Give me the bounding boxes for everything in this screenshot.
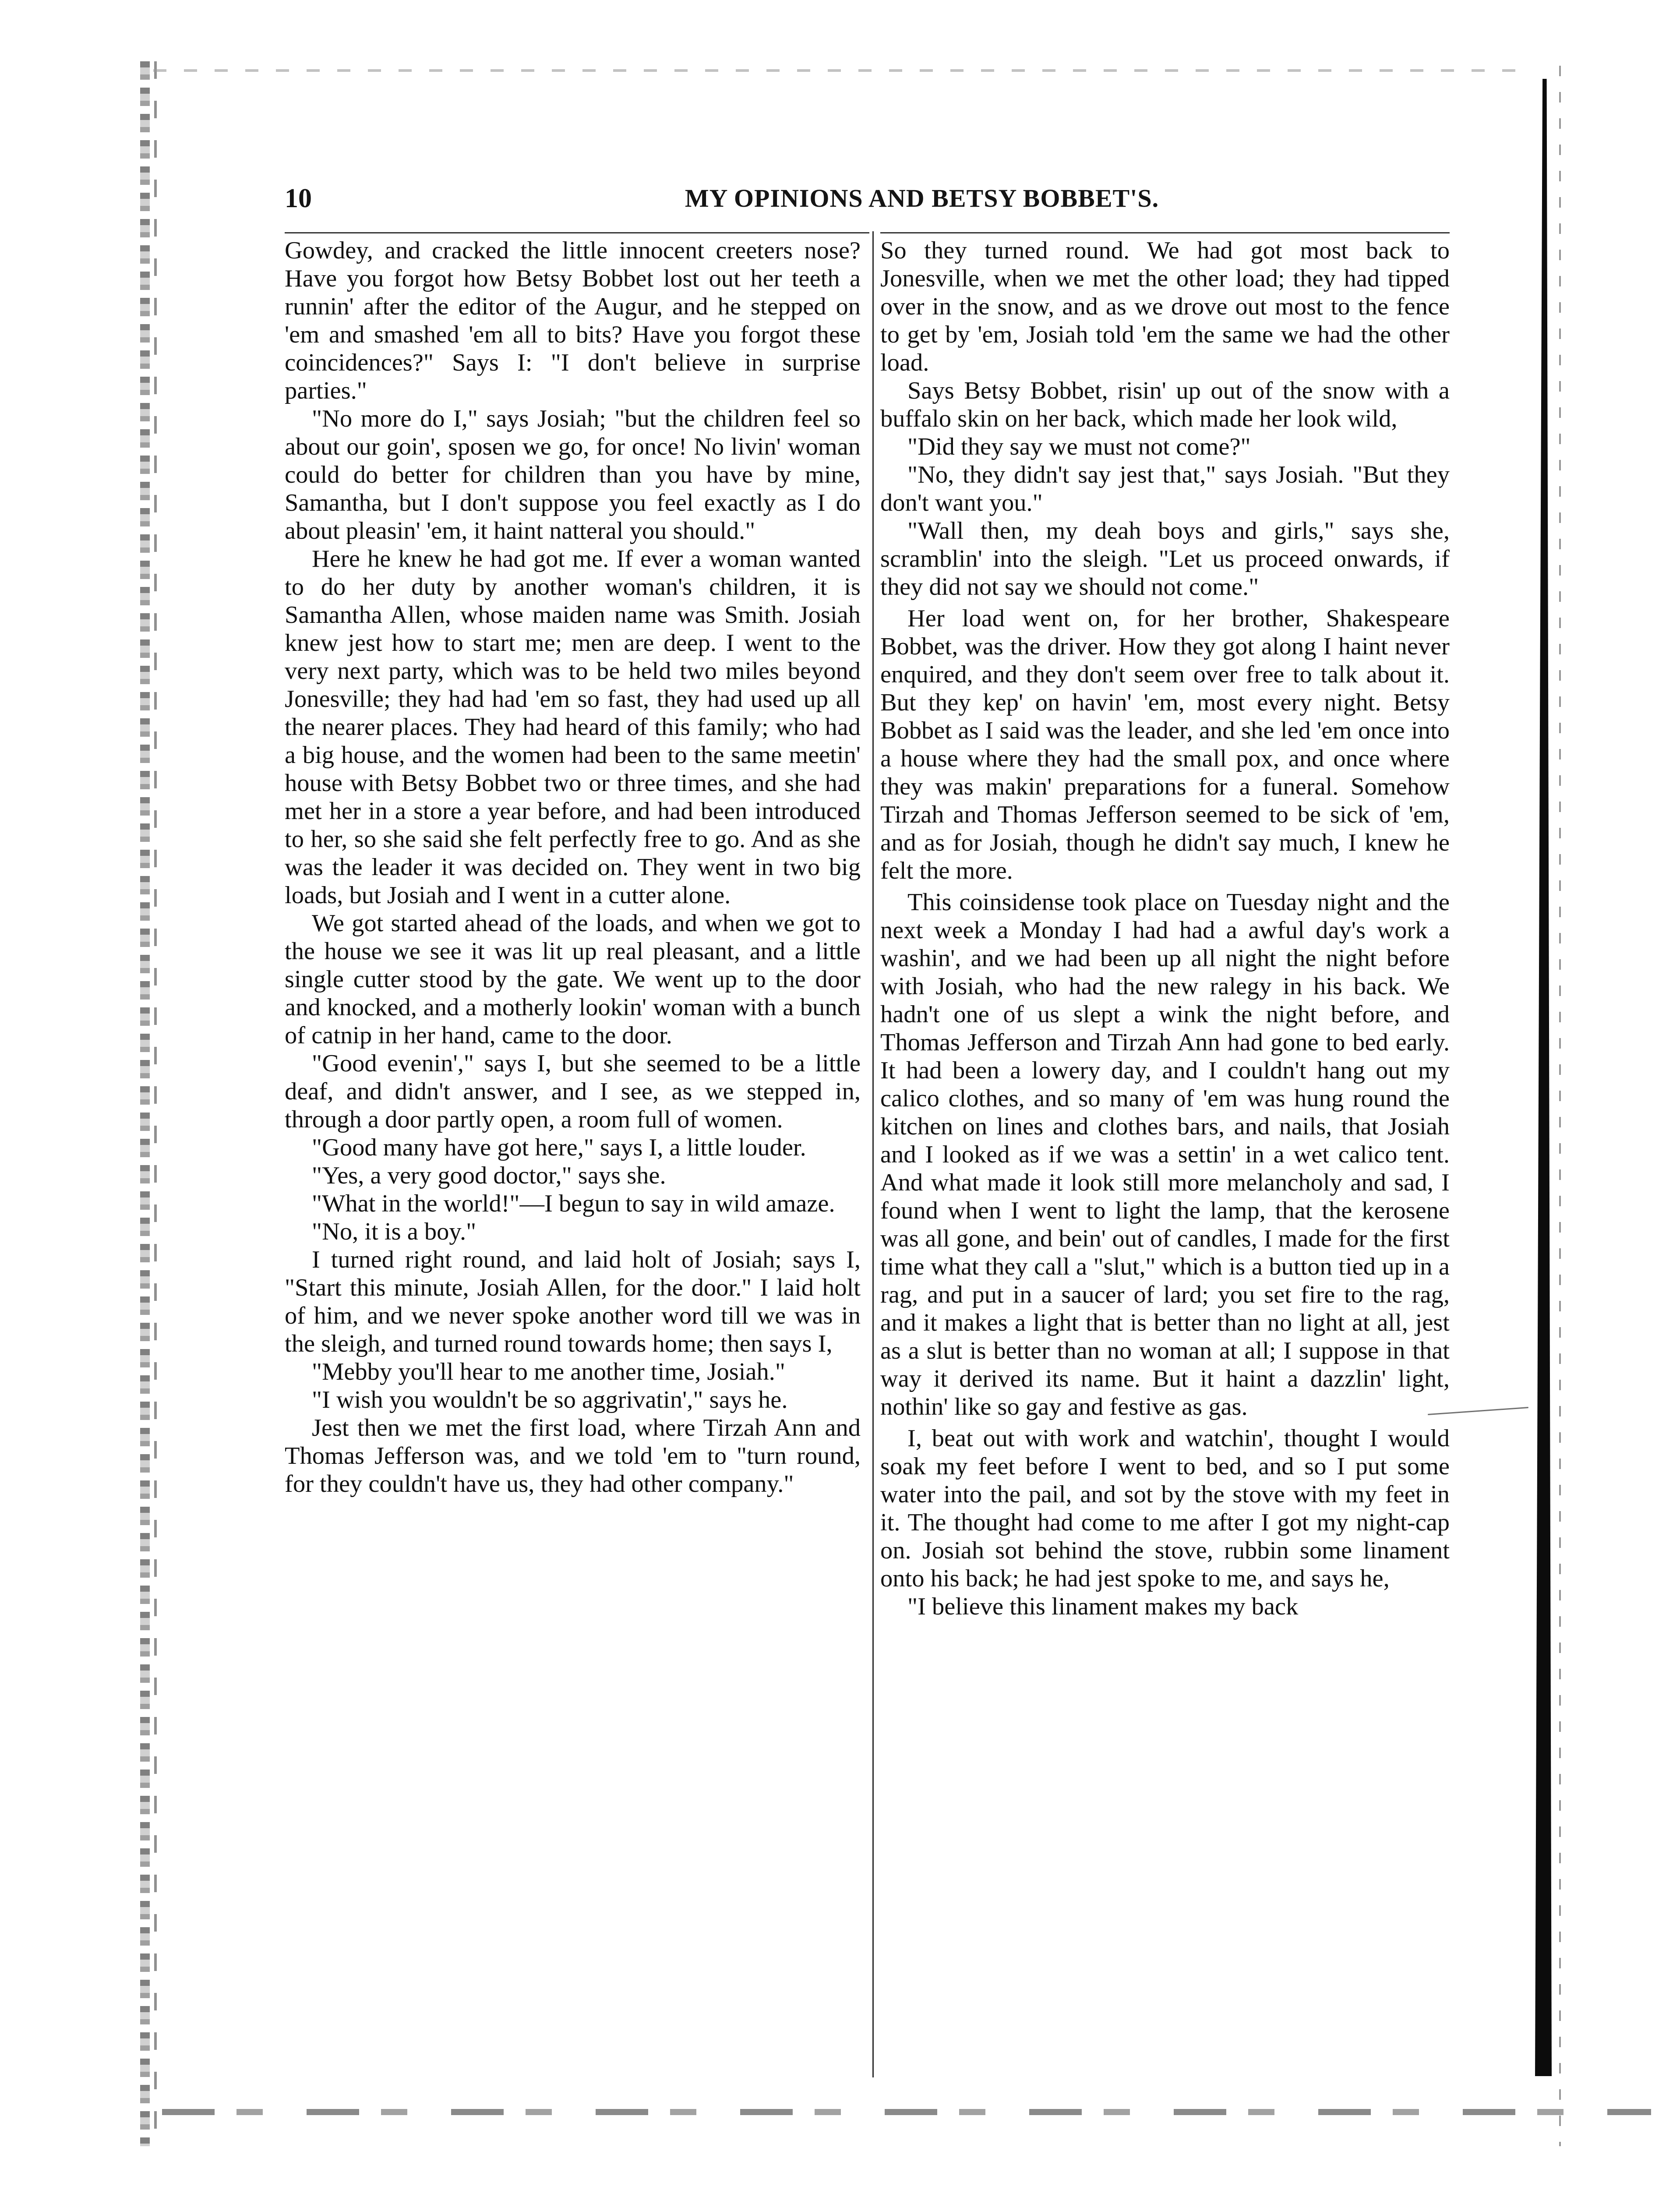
paragraph: Here he knew he had got me. If ever a woman wanted to do her duty by another woman's children, it is Samantha Allen, whose maiden name was Smith. Josiah knew jest how to start me; men are deep. I went to the very next party, which was to be held two miles beyond Jonesville; they had had 'em so fast, they had used up all the nearer places. They had heard of this family; who had a big house, and the women had been to the same meetin' house with Betsy Bobbet two or three times, and she had met her in a store a year before, and had been introduced to her, so she said she felt perfectly free to go. And as she was the leader it was decided on. They went in two big loads, but Josiah and I went in a cutter alone.	[285, 545, 861, 909]
paragraph: "Did they say we must not come?"	[907, 433, 1251, 460]
paragraph: "No, it is a boy."	[312, 1218, 476, 1245]
paragraph: Says Betsy Bobbet, risin' up out of the snow with a buffalo skin on her back, which made her look wild,	[880, 377, 1450, 432]
paragraph: "I wish you wouldn't be so aggrivatin'," says he.	[312, 1386, 788, 1413]
column-divider	[872, 231, 874, 2077]
paragraph: I turned right round, and laid holt of Josiah; says I, "Start this minute, Josiah Allen, for the door." I laid holt of him, and we never spoke another word till we was in the sleigh, and turned round towards home; then says I,	[285, 1246, 861, 1357]
paragraph: "No, they didn't say jest that," says Josiah. "But they don't want you."	[880, 461, 1450, 516]
left-column	[285, 237, 861, 1498]
paragraph: "Good evenin'," says I, but she seemed to be a little deaf, and didn't answer, and I see, as we stepped in, through a door partly open, a room full of women.	[285, 1050, 861, 1133]
scan-binding-shadow-right	[1535, 79, 1552, 2076]
paragraph: "Yes, a very good doctor," says she.	[312, 1162, 666, 1189]
scan-edge-right	[1559, 66, 1561, 2146]
paragraph: "I believe this linament makes my back	[907, 1593, 1299, 1620]
paragraph: Gowdey, and cracked the little innocent creeters nose? Have you forgot how Betsy Bobbet lost out her teeth a runnin' after the editor of the Augur, and he stepped on 'em and smashed 'em all to bits? Have you forgot these coincidences?" Says I: "I don't believe in surprise parties."	[285, 237, 861, 404]
paragraph: "Good many have got here," says I, a little louder.	[312, 1134, 806, 1161]
paragraph: "Wall then, my deah boys and girls," says she, scramblin' into the sleigh. "Let us proceed onwards, if they did not say we should not come."	[880, 517, 1450, 600]
paragraph: "No more do I," says Josiah; "but the children feel so about our goin', sposen we go, for once! No livin' woman could do better for children than you have by mine, Samantha, but I don't suppose you feel exactly as I do about pleasin' 'em, it haint natteral you should."	[285, 405, 861, 544]
paragraph: "What in the world!"—I begun to say in wild amaze.	[312, 1190, 835, 1217]
header-rule-left	[285, 232, 869, 233]
paragraph: So they turned round. We had got most back to Jonesville, when we met the other load; they had tipped over in the snow, and as we drove out most to the fence to get by 'em, Josiah told 'em the same we had the other load.	[880, 237, 1450, 376]
scan-shadow-left-inner	[154, 61, 157, 2146]
paragraph: This coinsidense took place on Tuesday night and the next week a Monday I had had a awful day's work a washin', and we had been up all night the night before with Josiah, who had the new ralegy in his back. We hadn't one of us slept a wink the night before, and Thomas Jefferson and Tirzah Ann had gone to bed early. It had been a lowery day, and I couldn't hang out my calico clothes, and so many of 'em was hung round the kitchen on lines and clothes bars, and nails, that Josiah and I looked as if we was a settin' in a wet calico tent. And what made it look still more melancholy and sad, I found when I went to light the lamp, that the kerosene was all gone, and bein' out of candles, I made for the first time what they call a "slut," which is a button tied up in a rag, and put in a saucer of lard; you set fire to the rag, and it makes a light that is better than no light at all, jest as a slut is better than no woman at all; I suppose in that way it derived its name. But it haint a dazzlin' light, nothin' like so gay and festive as gas.	[880, 889, 1450, 1420]
scan-edge-top	[153, 69, 1533, 72]
right-column	[880, 237, 1450, 1621]
paragraph: Jest then we met the first load, where Tirzah Ann and Thomas Jefferson was, and we told 'em to "turn round, for they couldn't have us, they had other company."	[285, 1414, 861, 1498]
page-number: 10	[285, 184, 312, 213]
running-title: MY OPINIONS AND BETSY BOBBET'S.	[685, 184, 1159, 212]
paragraph: I, beat out with work and watchin', thought I would soak my feet before I went to bed, and so I put some water into the pail, and sot by the stove with my feet in it. The thought had come to me after I got my night-cap on. Josiah sot behind the stove, rubbin some linament onto his back; he had jest spoke to me, and says he,	[880, 1425, 1450, 1592]
paragraph: "Mebby you'll hear to me another time, Josiah."	[312, 1358, 785, 1385]
paragraph: We got started ahead of the loads, and when we got to the house we see it was lit up real pleasant, and a little single cutter stood by the gate. We went up to the door and knocked, and a motherly lookin' woman with a bunch of catnip in her hand, came to the door.	[285, 910, 861, 1049]
scan-shadow-left	[140, 61, 150, 2146]
scan-edge-bottom	[162, 2109, 1651, 2115]
paragraph: Her load went on, for her brother, Shakespeare Bobbet, was the driver. How they got along I haint never enquired, and they don't seem over free to talk about it. But they kep' on havin' 'em, most every night. Betsy Bobbet as I said was the leader, and she led 'em once into a house where they had the small pox, and once where they was makin' preparations for a funeral. Somehow Tirzah and Thomas Jefferson seemed to be sick of 'em, and as for Josiah, though he didn't say much, I knew he felt the more.	[880, 605, 1450, 884]
header-rule-right	[880, 232, 1450, 233]
